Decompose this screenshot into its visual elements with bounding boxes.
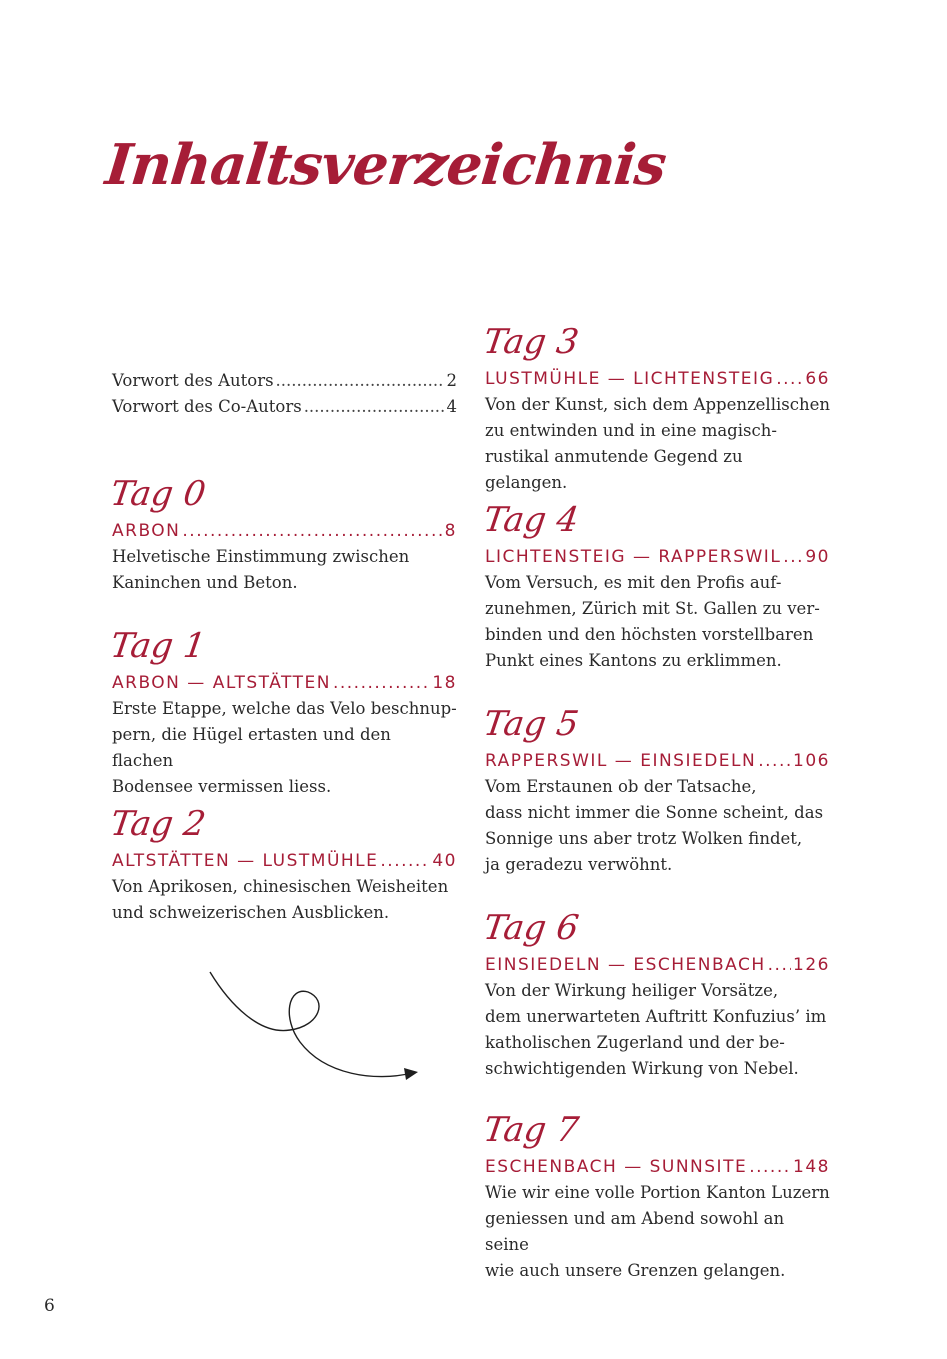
route-label: ESCHENBACH — SUNNSITE: [485, 1157, 748, 1177]
day-description: Helvetische Einstimmung zwischen Kaninchen und Beton.: [112, 547, 410, 592]
dot-leader: [182, 518, 442, 544]
route-page: 18: [432, 673, 457, 693]
route-page: 106: [793, 751, 830, 771]
dot-leader: [758, 748, 791, 774]
dot-leader: [333, 670, 430, 696]
day-section: [481, 1110, 830, 1284]
day-description: Vom Versuch, es mit den Profis auf- zunehmen, Zürich mit St. Gallen zu ver- binden und den höchsten vorstellbaren Punkt eines Kantons zu erklimmen.: [485, 573, 820, 670]
page-title: Inhaltsverzeichnis: [102, 132, 669, 198]
route-label: ALTSTÄTTEN — LUSTMÜHLE: [112, 851, 379, 871]
day-heading: Tag 5: [481, 704, 582, 744]
route-page: 90: [805, 547, 830, 567]
foreword-entry[interactable]: [112, 368, 457, 394]
foreword-label: Vorwort des Autors: [112, 371, 274, 390]
toc-entry[interactable]: [112, 848, 457, 874]
dot-leader: [768, 952, 791, 978]
route-label: ARBON — ALTSTÄTTEN: [112, 673, 331, 693]
route-label: LUSTMÜHLE — LICHTENSTEIG: [485, 369, 775, 389]
day-description: Von der Wirkung heiliger Vorsätze, dem unerwarteten Auftritt Konfuzius’ im katholischen Zugerland und der be- schwichtigenden Wirkung von Nebel.: [485, 981, 827, 1078]
day-heading: Tag 4: [481, 500, 582, 540]
day-section: [108, 474, 457, 596]
day-description: Erste Etappe, welche das Velo beschnup- pern, die Hügel ertasten und den flachen Bodensee vermissen liess.: [112, 699, 457, 796]
day-heading: Tag 1: [108, 626, 209, 666]
route-label: LICHTENSTEIG — RAPPERSWIL: [485, 547, 782, 567]
route-page: 66: [805, 369, 830, 389]
day-heading: Tag 7: [481, 1110, 582, 1150]
route-label: EINSIEDELN — ESCHENBACH: [485, 955, 766, 975]
day-description: Von Aprikosen, chinesischen Weisheiten und schweizerischen Ausblicken.: [112, 877, 449, 922]
route-page: 40: [432, 851, 457, 871]
toc-entry[interactable]: [485, 952, 830, 978]
dot-leader: [749, 1154, 791, 1180]
route-page: 148: [793, 1157, 830, 1177]
day-heading: Tag 0: [108, 474, 209, 514]
day-heading: Tag 3: [481, 322, 582, 362]
route-label: ARBON: [112, 521, 181, 541]
day-heading: Tag 2: [108, 804, 209, 844]
toc-entry[interactable]: [485, 544, 830, 570]
toc-entry[interactable]: [112, 670, 457, 696]
toc-entry[interactable]: [485, 1154, 830, 1180]
foreword-label: Vorwort des Co-Autors: [112, 397, 302, 416]
toc-entry[interactable]: [485, 748, 830, 774]
route-page: 126: [793, 955, 830, 975]
curly-arrow-icon: [200, 960, 430, 1090]
day-section: [481, 322, 830, 496]
foreword-entry[interactable]: [112, 394, 457, 420]
toc-entry[interactable]: [112, 518, 457, 544]
day-heading: Tag 6: [481, 908, 582, 948]
foreword-page: 4: [446, 397, 457, 416]
dot-leader: [783, 544, 803, 570]
toc-entry[interactable]: [485, 366, 830, 392]
day-section: [481, 704, 830, 878]
route-label: RAPPERSWIL — EINSIEDELN: [485, 751, 757, 771]
day-section: [481, 500, 830, 674]
dot-leader: [304, 394, 445, 420]
foreword-page: 2: [446, 371, 457, 390]
page-number: 6: [44, 1296, 55, 1316]
day-description: Von der Kunst, sich dem Appenzellischen zu entwinden und in eine magisch- rustikal anmutende Gegend zu gelangen.: [485, 395, 830, 492]
dot-leader: [276, 368, 445, 394]
day-description: Vom Erstaunen ob der Tatsache, dass nicht immer die Sonne scheint, das Sonnige uns aber trotz Wolken findet, ja geradezu verwöhnt.: [485, 777, 824, 874]
dot-leader: [380, 848, 430, 874]
day-section: [481, 908, 830, 1082]
day-section: [108, 804, 457, 926]
dot-leader: [776, 366, 803, 392]
day-section: [108, 626, 457, 800]
route-page: 8: [444, 521, 457, 541]
foreword-list: [112, 368, 457, 420]
day-description: Wie wir eine volle Portion Kanton Luzern geniessen und am Abend sowohl an seine wie auch unsere Grenzen gelangen.: [485, 1183, 830, 1280]
